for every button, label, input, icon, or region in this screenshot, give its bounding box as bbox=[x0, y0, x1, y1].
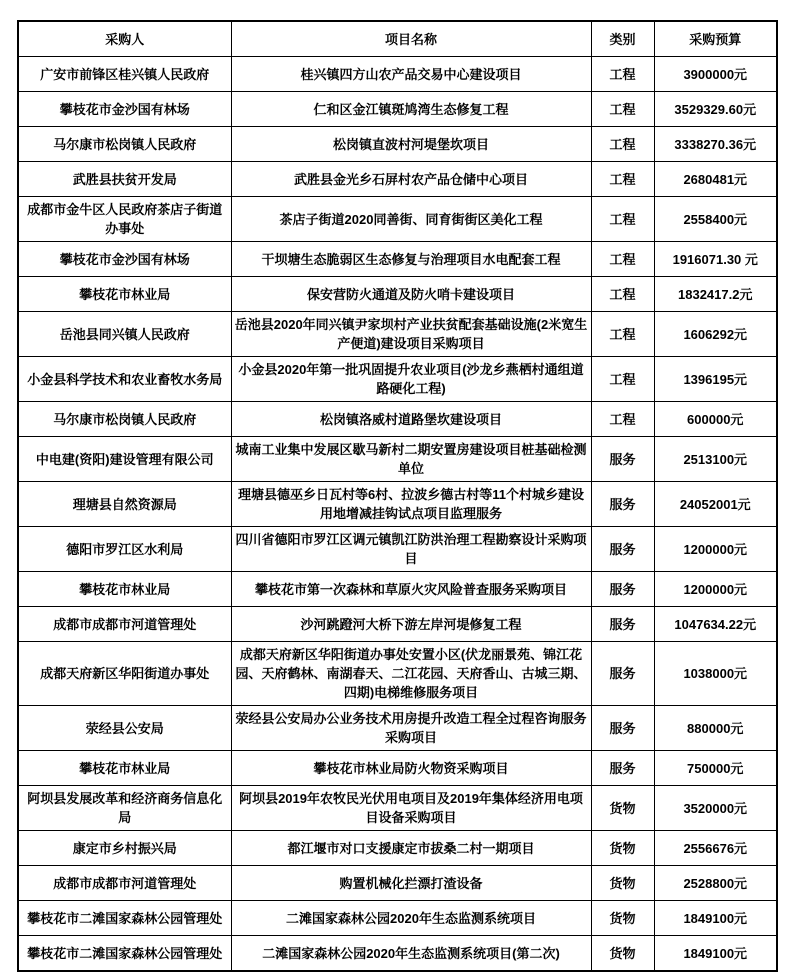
cell-project: 二滩国家森林公园2020年生态监测系统项目(第二次) bbox=[231, 936, 591, 972]
cell-purchaser: 荥经县公安局 bbox=[18, 706, 231, 751]
table-row bbox=[18, 642, 777, 706]
cell-purchaser: 成都市金牛区人民政府茶店子街道办事处 bbox=[18, 197, 231, 242]
cell-budget: 2558400元 bbox=[654, 197, 777, 242]
cell-budget: 2528800元 bbox=[654, 866, 777, 901]
table-row bbox=[18, 402, 777, 437]
column-header-purchaser: 采购人 bbox=[18, 21, 231, 57]
cell-category: 货物 bbox=[591, 786, 654, 831]
cell-project: 攀枝花市林业局防火物资采购项目 bbox=[231, 751, 591, 786]
cell-category: 货物 bbox=[591, 831, 654, 866]
cell-project: 小金县2020年第一批巩固提升农业项目(沙龙乡燕栖村通组道路硬化工程) bbox=[231, 357, 591, 402]
table-row bbox=[18, 901, 777, 936]
cell-budget: 1916071.30 元 bbox=[654, 242, 777, 277]
cell-category: 货物 bbox=[591, 936, 654, 972]
cell-category: 工程 bbox=[591, 277, 654, 312]
column-header-budget: 采购预算 bbox=[654, 21, 777, 57]
cell-category: 工程 bbox=[591, 242, 654, 277]
cell-category: 服务 bbox=[591, 607, 654, 642]
cell-budget: 600000元 bbox=[654, 402, 777, 437]
cell-budget: 2556676元 bbox=[654, 831, 777, 866]
cell-budget: 880000元 bbox=[654, 706, 777, 751]
table-row bbox=[18, 162, 777, 197]
cell-budget: 1849100元 bbox=[654, 901, 777, 936]
cell-purchaser: 马尔康市松岗镇人民政府 bbox=[18, 402, 231, 437]
cell-project: 荥经县公安局办公业务技术用房提升改造工程全过程咨询服务采购项目 bbox=[231, 706, 591, 751]
table-row bbox=[18, 242, 777, 277]
table-header-row bbox=[18, 21, 777, 57]
cell-purchaser: 小金县科学技术和农业畜牧水务局 bbox=[18, 357, 231, 402]
cell-category: 服务 bbox=[591, 572, 654, 607]
table-row bbox=[18, 866, 777, 901]
table-row bbox=[18, 786, 777, 831]
cell-purchaser: 攀枝花市二滩国家森林公园管理处 bbox=[18, 901, 231, 936]
cell-project: 沙河跳蹬河大桥下游左岸河堤修复工程 bbox=[231, 607, 591, 642]
cell-budget: 1849100元 bbox=[654, 936, 777, 972]
cell-budget: 3338270.36元 bbox=[654, 127, 777, 162]
table-row bbox=[18, 92, 777, 127]
cell-project: 松岗镇直波村河堤堡坎项目 bbox=[231, 127, 591, 162]
cell-project: 松岗镇洛威村道路堡坎建设项目 bbox=[231, 402, 591, 437]
cell-budget: 1047634.22元 bbox=[654, 607, 777, 642]
table-row bbox=[18, 197, 777, 242]
table-row bbox=[18, 831, 777, 866]
cell-project: 都江堰市对口支援康定市拔桑二村一期项目 bbox=[231, 831, 591, 866]
cell-project: 岳池县2020年同兴镇尹家坝村产业扶贫配套基础设施(2米宽生产便道)建设项目采购项目 bbox=[231, 312, 591, 357]
cell-project: 保安营防火通道及防火哨卡建设项目 bbox=[231, 277, 591, 312]
cell-purchaser: 广安市前锋区桂兴镇人民政府 bbox=[18, 57, 231, 92]
table-body bbox=[18, 57, 777, 972]
cell-budget: 3520000元 bbox=[654, 786, 777, 831]
cell-category: 货物 bbox=[591, 866, 654, 901]
cell-purchaser: 成都市成都市河道管理处 bbox=[18, 607, 231, 642]
cell-purchaser: 理塘县自然资源局 bbox=[18, 482, 231, 527]
cell-purchaser: 成都市成都市河道管理处 bbox=[18, 866, 231, 901]
cell-category: 工程 bbox=[591, 162, 654, 197]
cell-category: 服务 bbox=[591, 751, 654, 786]
cell-budget: 1606292元 bbox=[654, 312, 777, 357]
procurement-table bbox=[17, 20, 778, 972]
cell-project: 干坝塘生态脆弱区生态修复与治理项目水电配套工程 bbox=[231, 242, 591, 277]
column-header-category: 类别 bbox=[591, 21, 654, 57]
table-row bbox=[18, 277, 777, 312]
table-row bbox=[18, 572, 777, 607]
cell-project: 阿坝县2019年农牧民光伏用电项目及2019年集体经济用电项目设备采购项目 bbox=[231, 786, 591, 831]
cell-budget: 1396195元 bbox=[654, 357, 777, 402]
cell-budget: 1832417.2元 bbox=[654, 277, 777, 312]
table-row bbox=[18, 751, 777, 786]
cell-purchaser: 康定市乡村振兴局 bbox=[18, 831, 231, 866]
cell-purchaser: 攀枝花市林业局 bbox=[18, 572, 231, 607]
cell-purchaser: 攀枝花市金沙国有林场 bbox=[18, 242, 231, 277]
cell-purchaser: 攀枝花市林业局 bbox=[18, 277, 231, 312]
cell-purchaser: 德阳市罗江区水利局 bbox=[18, 527, 231, 572]
cell-project: 攀枝花市第一次森林和草原火灾风险普查服务采购项目 bbox=[231, 572, 591, 607]
cell-budget: 750000元 bbox=[654, 751, 777, 786]
cell-category: 服务 bbox=[591, 706, 654, 751]
cell-category: 服务 bbox=[591, 642, 654, 706]
cell-category: 工程 bbox=[591, 57, 654, 92]
cell-budget: 1038000元 bbox=[654, 642, 777, 706]
table-row bbox=[18, 936, 777, 972]
document-page bbox=[0, 20, 800, 961]
table-row bbox=[18, 527, 777, 572]
table-row bbox=[18, 312, 777, 357]
cell-budget: 2680481元 bbox=[654, 162, 777, 197]
cell-budget: 3900000元 bbox=[654, 57, 777, 92]
table-row bbox=[18, 437, 777, 482]
cell-project: 购置机械化拦漂打渣设备 bbox=[231, 866, 591, 901]
table-row bbox=[18, 482, 777, 527]
cell-category: 服务 bbox=[591, 482, 654, 527]
cell-project: 二滩国家森林公园2020年生态监测系统项目 bbox=[231, 901, 591, 936]
cell-project: 桂兴镇四方山农产品交易中心建设项目 bbox=[231, 57, 591, 92]
table-row bbox=[18, 607, 777, 642]
cell-project: 成都天府新区华阳街道办事处安置小区(伏龙丽景苑、锦江花园、天府鹤林、南湖春天、二江花园、天府香山、古城三期、四期)电梯维修服务项目 bbox=[231, 642, 591, 706]
cell-category: 服务 bbox=[591, 437, 654, 482]
cell-category: 工程 bbox=[591, 197, 654, 242]
cell-category: 货物 bbox=[591, 901, 654, 936]
cell-project: 城南工业集中发展区歇马新村二期安置房建设项目桩基础检测单位 bbox=[231, 437, 591, 482]
cell-category: 服务 bbox=[591, 527, 654, 572]
cell-purchaser: 武胜县扶贫开发局 bbox=[18, 162, 231, 197]
cell-purchaser: 阿坝县发展改革和经济商务信息化局 bbox=[18, 786, 231, 831]
table-row bbox=[18, 357, 777, 402]
cell-budget: 1200000元 bbox=[654, 527, 777, 572]
cell-purchaser: 成都天府新区华阳街道办事处 bbox=[18, 642, 231, 706]
cell-purchaser: 中电建(资阳)建设管理有限公司 bbox=[18, 437, 231, 482]
table-header bbox=[18, 21, 777, 57]
cell-category: 工程 bbox=[591, 92, 654, 127]
column-header-project: 项目名称 bbox=[231, 21, 591, 57]
cell-purchaser: 攀枝花市林业局 bbox=[18, 751, 231, 786]
cell-purchaser: 攀枝花市金沙国有林场 bbox=[18, 92, 231, 127]
table-row bbox=[18, 706, 777, 751]
cell-category: 工程 bbox=[591, 312, 654, 357]
cell-category: 工程 bbox=[591, 357, 654, 402]
cell-project: 武胜县金光乡石屏村农产品仓储中心项目 bbox=[231, 162, 591, 197]
cell-budget: 2513100元 bbox=[654, 437, 777, 482]
table-row bbox=[18, 57, 777, 92]
cell-category: 工程 bbox=[591, 402, 654, 437]
cell-project: 仁和区金江镇斑鸠湾生态修复工程 bbox=[231, 92, 591, 127]
cell-purchaser: 攀枝花市二滩国家森林公园管理处 bbox=[18, 936, 231, 972]
cell-project: 理塘县德巫乡日瓦村等6村、拉波乡德古村等11个村城乡建设用地增减挂钩试点项目监理服务 bbox=[231, 482, 591, 527]
cell-budget: 3529329.60元 bbox=[654, 92, 777, 127]
table-row bbox=[18, 127, 777, 162]
cell-budget: 1200000元 bbox=[654, 572, 777, 607]
cell-project: 茶店子街道2020同善街、同育街街区美化工程 bbox=[231, 197, 591, 242]
cell-project: 四川省德阳市罗江区调元镇凯江防洪治理工程勘察设计采购项目 bbox=[231, 527, 591, 572]
cell-purchaser: 马尔康市松岗镇人民政府 bbox=[18, 127, 231, 162]
cell-budget: 24052001元 bbox=[654, 482, 777, 527]
cell-purchaser: 岳池县同兴镇人民政府 bbox=[18, 312, 231, 357]
cell-category: 工程 bbox=[591, 127, 654, 162]
